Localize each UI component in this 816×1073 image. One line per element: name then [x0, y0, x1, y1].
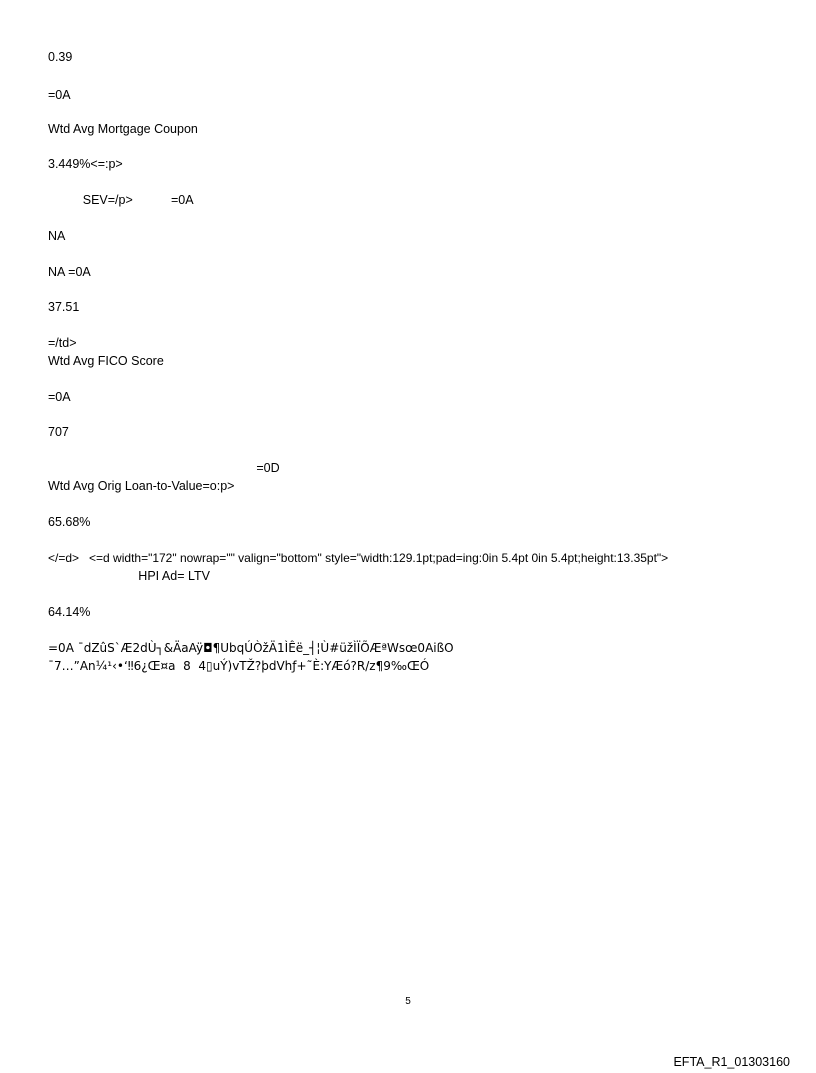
text-line: </=d> <=d width="172" nowrap="" valign="bottom" style="width:129.1pt;pad=ing:0in 5.4pt 0in 5.4pt;height:13.35pt"> [48, 551, 669, 565]
text-line: =/td> [48, 336, 77, 350]
text-line: =0A [48, 390, 71, 404]
text-line: HPI Ad= LTV [48, 569, 210, 583]
text-line: 37.51 [48, 300, 80, 314]
text-line: Wtd Avg Mortgage Coupon [48, 122, 198, 136]
document-id: EFTA_R1_01303160 [673, 1055, 790, 1069]
text-line: NA [48, 229, 66, 243]
garbled-text-line: =0A ¯dZûS`Æ2dÙ┐&ÄaAÿ◘¶UbqÚÒžÄ1ÌÊë_┤¦Ù#üžÌÏÕÆªWsœ0AißO [48, 641, 454, 655]
text-line: Wtd Avg FICO Score [48, 354, 164, 368]
text-line: 64.14% [48, 605, 91, 619]
text-line: Wtd Avg Orig Loan-to-Value=o:p> [48, 479, 235, 493]
text-line: 707 [48, 425, 69, 439]
text-line: SEV=/p> =0A [48, 193, 194, 207]
garbled-text-line: ¯7…”An¼¹‹•‘‼6¿Œ¤a 8 4▯uÝ)vTŽ?þdVhƒ+˜È:YÆó?R/z¶9‰ŒÓ [48, 659, 430, 673]
text-line: 0.39 [48, 50, 73, 64]
text-line: =0A [48, 88, 71, 102]
text-line: =0D [48, 461, 280, 475]
text-line: 3.449%<=:p> [48, 157, 123, 171]
text-line: NA =0A [48, 265, 91, 279]
text-line: 65.68% [48, 515, 91, 529]
page-number: 5 [405, 996, 411, 1007]
